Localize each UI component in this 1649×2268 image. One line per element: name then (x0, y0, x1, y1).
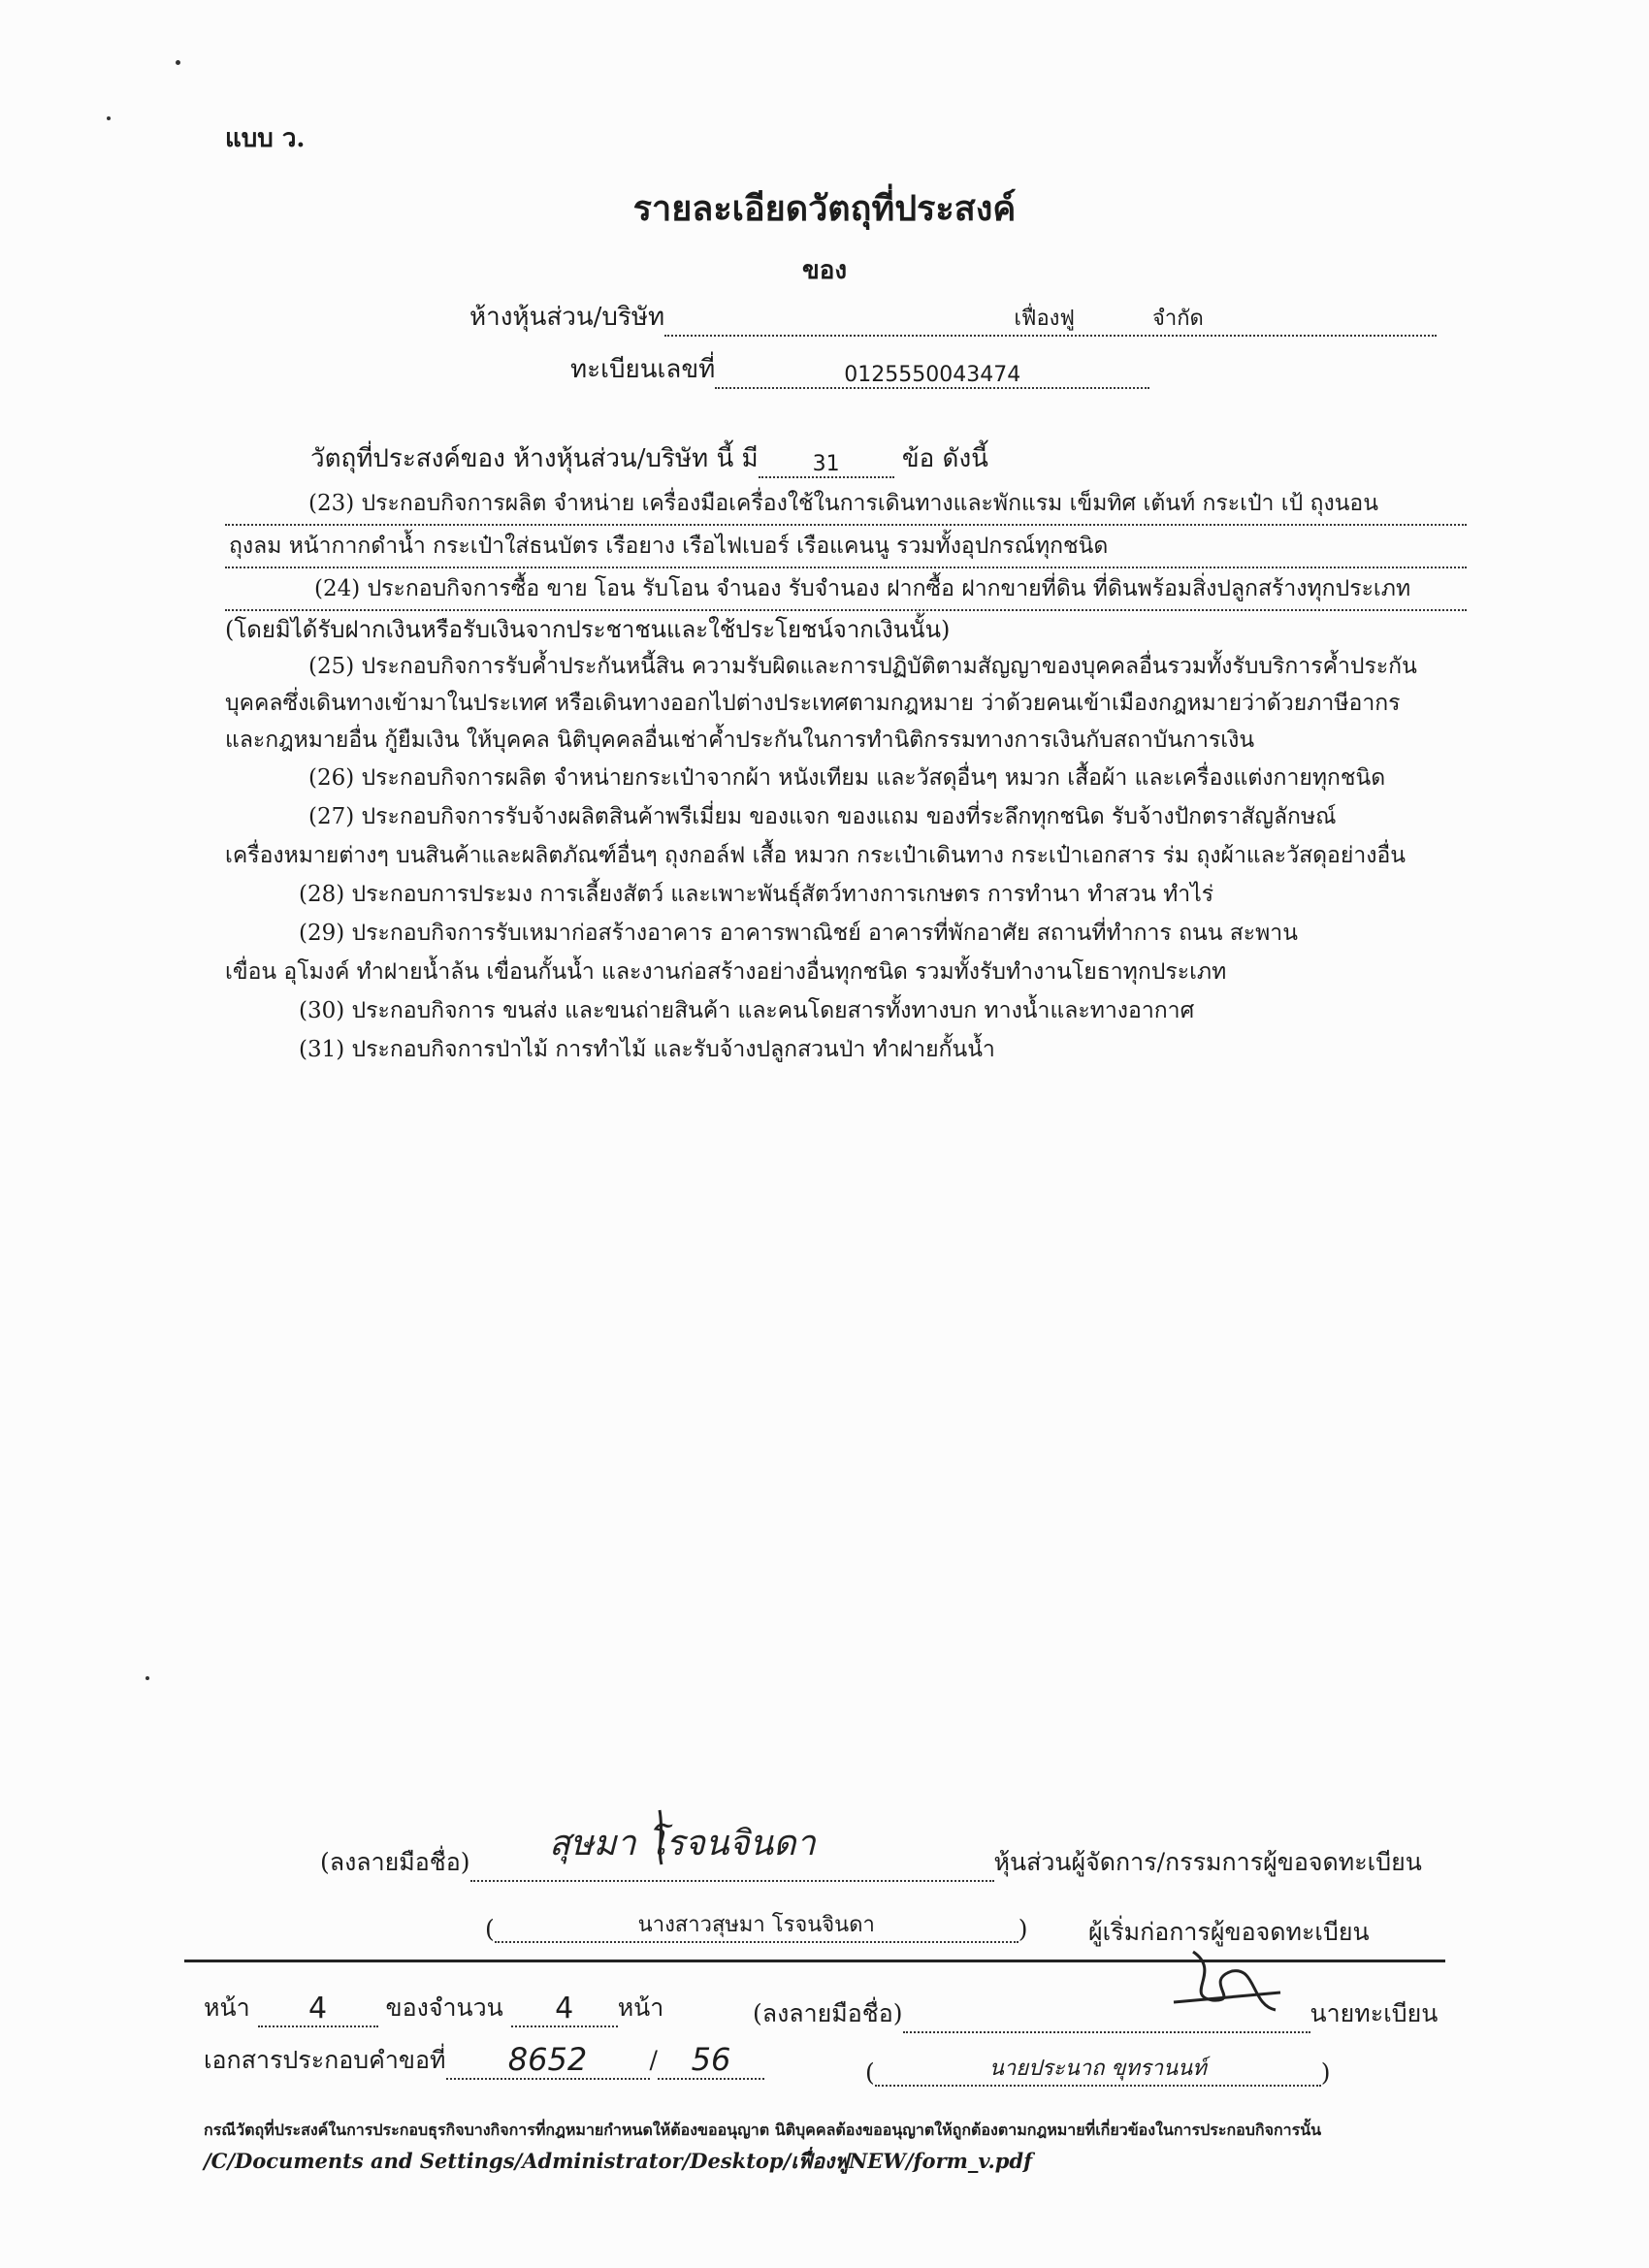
pages-suffix: หน้า (617, 1993, 664, 2022)
item-30-line-1: (30) ประกอบกิจการ ขนส่ง และขนถ่ายสินค้า และคนโดยสารทั้งทางบก ทางน้ำและทางอากาศ (299, 998, 1195, 1023)
registration-number-field (715, 363, 1149, 389)
file-path: /C/Documents and Settings/Administrator/Desktop/เฟื่องฟูNEW/form_v.pdf (204, 2149, 1033, 2173)
item-25-line-2: บุคคลซึ่งเดินทางเข้ามาในประเทศ หรือเดินทางออกไปต่างประเทศตามกฎหมาย ว่าด้วยคนเข้าเมืองกฎหมายว่าด้วยภาษีอากร (225, 691, 1401, 716)
document-label: เอกสารประกอบคำขอที่ (204, 2046, 446, 2074)
registrar-paren-open: ( (865, 2058, 875, 2087)
registrar-name: นายประนาถ ขุทรานนท์ (988, 2057, 1207, 2081)
applicant-paren-close: ) (1018, 1915, 1028, 1943)
page-count-row (204, 1989, 663, 2027)
document-year-field (658, 2041, 764, 2080)
scan-speck (107, 116, 111, 120)
registrar-name-row (865, 2051, 1331, 2087)
scan-speck (146, 1676, 149, 1680)
initiator-role: ผู้เริ่มก่อการผู้ขอจดทะเบียน (1088, 1918, 1370, 1946)
applicant-paren-open: ( (485, 1915, 495, 1943)
applicant-signature-text: สุษมา โรจนจินดา (549, 1824, 816, 1863)
item-29-line-1: (29) ประกอบกิจการรับเหมาก่อสร้างอาคาร อาคารพาณิชย์ อาคารที่พักอาศัย สถานที่ทำการ ถนน สะพาน (299, 921, 1298, 946)
item-25-line-1: (25) ประกอบกิจการรับค้ำประกันหนี้สิน ความรับผิดและการปฏิบัติตามสัญญาของบุคคลอื่นรวมทั้งรับบริการค้ำประกัน (308, 654, 1417, 679)
document-number-row (204, 2041, 764, 2080)
objectives-intro (310, 438, 988, 478)
registrar-paren-close: ) (1320, 2058, 1331, 2087)
of-label: ของ (801, 256, 848, 285)
objectives-intro-prefix: วัตถุที่ประสงค์ของ ห้างหุ้นส่วน/บริษัท นี้ มี (310, 444, 759, 473)
item-24-line-2: (โดยมิได้รับฝากเงินหรือรับเงินจากประชาชนและใช้ประโยชน์จากเงินนั้น) (225, 616, 951, 643)
item-31-line-1: (31) ประกอบกิจการป่าไม้ การทำไม้ และรับจ้างปลูกสวนป่า ทำฝายกั้นน้ำ (299, 1037, 995, 1062)
objectives-list (225, 483, 1467, 1069)
total-pages: 4 (555, 1992, 574, 2025)
item-29-line-2: เขื่อน อุโมงค์ ทำฝายน้ำล้น เขื่อนกั้นน้ำ และงานก่อสร้างอย่างอื่นทุกชนิด รวมทั้งรับทำงานโยธาทุกประเภท (225, 959, 1227, 985)
registration-label: ทะเบียนเลขที่ (570, 355, 716, 384)
scan-speck (176, 60, 180, 65)
signature-stroke (1193, 1952, 1276, 2010)
signature-stroke (1174, 1993, 1280, 2002)
objectives-intro-suffix: ข้อ ดังนี้ (901, 444, 988, 473)
company-row (469, 297, 1437, 337)
document-separator: / (649, 2046, 658, 2074)
registrar-signature-row (753, 1994, 1438, 2033)
registrar-signature-image (1164, 1942, 1290, 2029)
applicant-name: นางสาวสุษมา โรจนจินดา (637, 1913, 875, 1937)
page-number-field (258, 1992, 378, 2027)
document-year: 56 (691, 2041, 731, 2078)
item-26-line-1: (26) ประกอบกิจการผลิต จำหน่ายกระเป๋าจากผ้า หนังเทียม และวัสดุอื่นๆ หมวก เสื้อผ้า และเครื่องแต่งกายทุกชนิด (308, 765, 1386, 791)
objectives-count-field (759, 452, 894, 478)
applicant-sign-label: (ลงลายมือชื่อ) (320, 1848, 470, 1876)
applicant-name-row (485, 1907, 1028, 1943)
registrar-name-field (875, 2051, 1321, 2087)
item-27-line-1: (27) ประกอบกิจการรับจ้างผลิตสินค้าพรีเมี่ยม ของแจก ของแถม ของที่ระลึกทุกชนิด รับจ้างปักตราสัญลักษณ์ (308, 804, 1337, 829)
company-name: เฟื่องฟู (1014, 307, 1075, 331)
applicant-role: หุ้นส่วนผู้จัดการ/กรรมการผู้ขอจดทะเบียน (993, 1848, 1422, 1876)
registration-row (570, 349, 1149, 389)
item-25-line-3: และกฎหมายอื่น กู้ยืมเงิน ให้บุคคล นิติบุคคลอื่นเช่าค้ำประกันในการทำนิติกรรมทางการเงินกับสถาบันการเงิน (225, 728, 1255, 753)
total-pages-field (511, 1992, 618, 2027)
item-23-line-2: ถุงลม หน้ากากดำน้ำ กระเป๋าใส่ธนบัตร เรือยาง เรือไฟเบอร์ เรือแคนนู รวมทั้งอุปกรณ์ทุกชนิด (225, 526, 1467, 568)
objectives-count: 31 (812, 452, 840, 476)
page-label: หน้า (204, 1993, 250, 2022)
document-number: 8652 (507, 2041, 588, 2078)
document-number-field (446, 2041, 650, 2080)
applicant-name-field (495, 1907, 1018, 1943)
page-title: รายละเอียดวัตถุที่ประสงค์ (632, 188, 1017, 229)
item-27-line-2: เครื่องหมายต่างๆ บนสินค้าและผลิตภัณฑ์อื่นๆ ถุงกอล์ฟ เสื้อ หมวก กระเป๋าเดินทาง กระเป๋าเอกสาร ร่ม ถุงผ้าและวัสดุอย่างอื่น (225, 843, 1406, 868)
form-code: แบบ ว. (225, 124, 306, 153)
item-24-line-1: (24) ประกอบกิจการซื้อ ขาย โอน รับโอน จำนอง รับจำนอง ฝากซื้อ ฝากขายที่ดิน ที่ดินพร้อมสิ่งปลูกสร้างทุกประเภท (225, 568, 1467, 611)
company-name-field (664, 301, 1437, 337)
registrar-sign-label: (ลงลายมือชื่อ) (753, 1999, 903, 2027)
company-suffix: จำกัด (1151, 307, 1204, 331)
footer-note: กรณีวัตถุที่ประสงค์ในการประกอบธุรกิจบางกิจการที่กฎหมายกำหนดให้ต้องขออนุญาต นิติบุคคลต้องขออนุญาตให้ถูกต้องตามกฎหมายที่เกี่ยวข้องในการประกอบกิจการนั้น (204, 2121, 1322, 2139)
registration-number: 0125550043474 (844, 363, 1021, 387)
of-total-label: ของจำนวน (385, 1993, 503, 2022)
page-number: 4 (308, 1992, 328, 2025)
company-label: ห้างหุ้นส่วน/บริษัท (469, 303, 665, 332)
registrar-role: นายทะเบียน (1310, 1999, 1439, 2027)
signature-stroke (660, 1810, 662, 1864)
item-28-line-1: (28) ประกอบการประมง การเลี้ยงสัตว์ และเพาะพันธุ์สัตว์ทางการเกษตร การทำนา ทำสวน ทำไร่ (299, 882, 1214, 907)
applicant-signature-image (543, 1802, 873, 1880)
item-23-line-1: (23) ประกอบกิจการผลิต จำหน่าย เครื่องมือเครื่องใช้ในการเดินทางและพักแรม เข็มทิศ เต้นท์ กระเป๋า เป้ ถุงนอน (225, 483, 1467, 526)
